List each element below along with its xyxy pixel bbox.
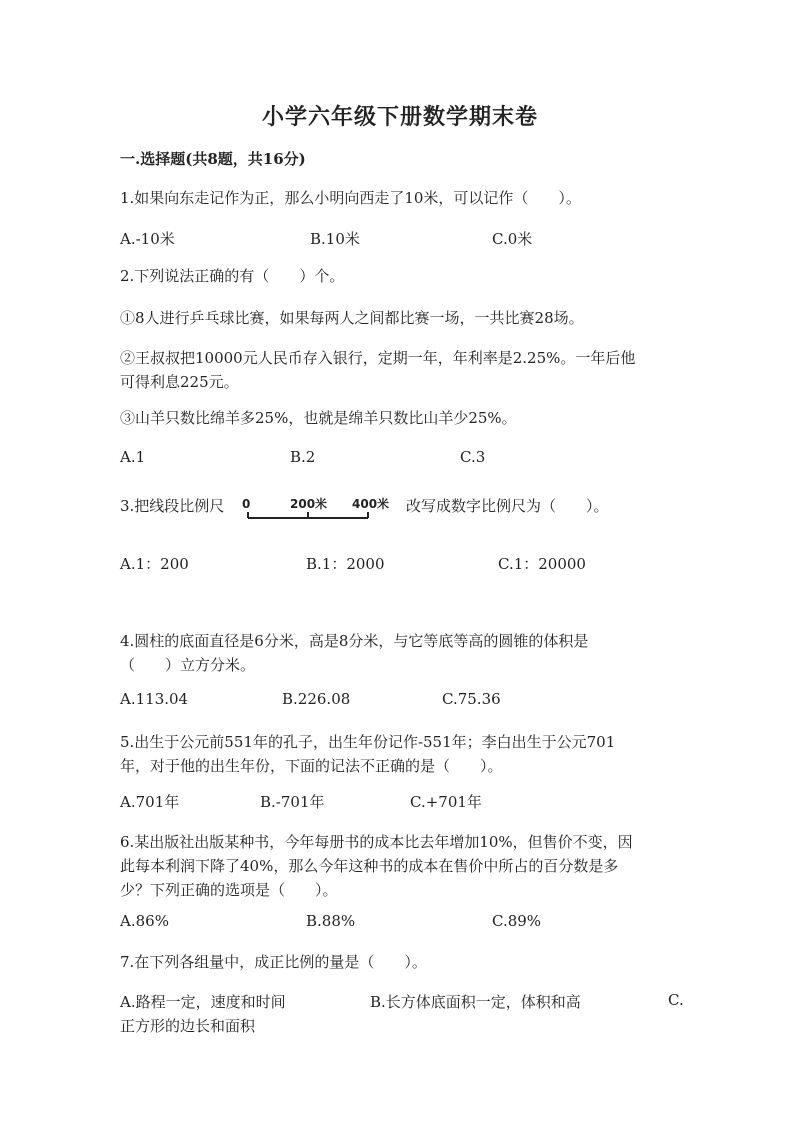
question-5-line-1: 5.出生于公元前551年的孔子，出生年份记作-551年；李白出生于公元701 [120,733,616,751]
question-1-text: 1.如果向东走记作为正，那么小明向西走了10米，可以记作（ ）。 [120,189,581,207]
question-6-line-1: 6.某出版社出版某种书，今年每册书的成本比去年增加10%，但售价不变，因 [120,833,633,851]
question-7-option-c-continued: 正方形的边长和面积 [120,1017,256,1035]
scale-label-200: 200米 [290,497,328,511]
question-5-option-b: B.-701年 [260,793,325,811]
question-1-option-c: C.0米 [492,230,533,248]
question-4-option-a: A.113.04 [120,690,189,708]
question-2-option-b: B.2 [290,448,316,466]
section-heading: 一.选择题(共8题，共16分) [120,150,306,168]
question-4-line-2: （ ）立方分米。 [120,656,256,674]
question-3-text-after: 改写成数字比例尺为（ ）。 [406,497,609,515]
question-6-option-b: B.88% [306,912,356,930]
question-6-line-2: 此每本利润下降了40%，那么今年这种书的成本在售价中所占的百分数是多 [120,857,619,875]
question-4-option-c: C.75.36 [442,690,501,708]
question-2-statement-3: ③山羊只数比绵羊多25%，也就是绵羊只数比山羊少25%。 [120,409,517,427]
question-4-line-1: 4.圆柱的底面直径是6分米，高是8分米，与它等底等高的圆锥的体积是 [120,632,589,650]
question-5-option-a: A.701年 [120,793,180,811]
page-title: 小学六年级下册数学期末卷 [261,104,538,130]
question-6-option-c: C.89% [492,912,542,930]
question-2-option-c: C.3 [460,448,486,466]
question-1-option-a: A.-10米 [120,230,175,248]
scale-bar-figure [238,494,398,524]
question-5-line-2: 年，对于他的出生年份，下面的记法不正确的是（ ）。 [120,757,503,775]
question-1-option-b: B.10米 [310,230,360,248]
question-2-option-a: A.1 [120,448,146,466]
question-3-text-before: 3.把线段比例尺 [120,497,225,515]
scale-label-400: 400米 [352,497,390,511]
question-7-text: 7.在下列各组量中，成正比例的量是（ ）。 [120,953,427,971]
question-2-statement-1: ①8人进行乒乓球比赛，如果每两人之间都比赛一场，一共比赛28场。 [120,309,584,327]
question-6-line-3: 少？下列正确的选项是（ ）。 [120,881,338,899]
question-3-option-b: B.1：2000 [306,555,385,573]
question-7-option-b: B.长方体底面积一定，体积和高 [370,993,581,1011]
question-5-option-c: C.+701年 [410,793,482,811]
question-4-option-b: B.226.08 [282,690,351,708]
question-2-statement-2-line-2: 可得利息225元。 [120,373,239,391]
question-2-text: 2.下列说法正确的有（ ）个。 [120,267,345,285]
question-7-option-c: C. [668,991,684,1009]
question-3-option-a: A.1：200 [120,555,189,573]
scale-label-0: 0 [242,497,251,511]
question-7-option-a: A.路程一定，速度和时间 [120,993,286,1011]
question-6-option-a: A.86% [120,912,169,930]
question-2-statement-2-line-1: ②王叔叔把10000元人民币存入银行，定期一年，年利率是2.25%。一年后他 [120,349,636,367]
question-3-option-c: C.1：20000 [498,555,586,573]
